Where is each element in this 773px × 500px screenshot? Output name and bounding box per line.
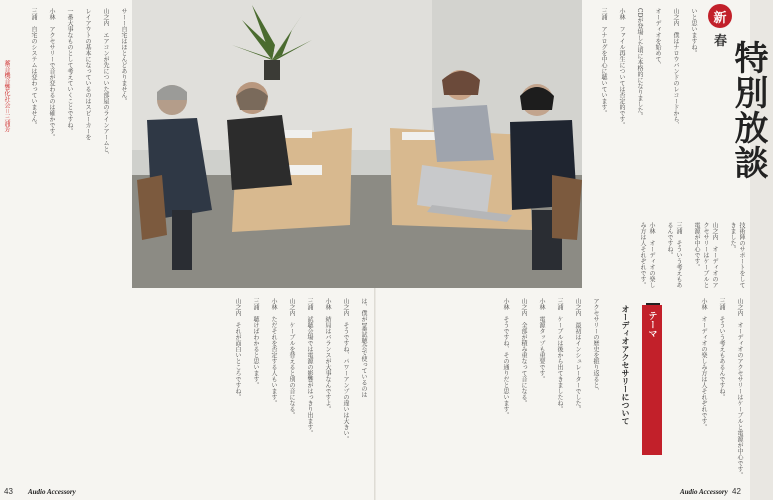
text-line: 小林 そうですね、その通りだと思います。: [502, 298, 509, 418]
text-line: 小林 オーディオの楽しみ方は人それぞれです。: [639, 222, 655, 288]
text-line: 技術陣のサポートをしてきました。: [729, 222, 745, 288]
text-line: オーディオを始めて、: [654, 8, 661, 68]
text-line: CDが登場した頃に本格的になりました。: [636, 8, 643, 120]
text-line: 三浦 聴けばわかると思います。: [252, 298, 259, 388]
new-year-badge: 新: [708, 4, 732, 28]
title-main: 特別放談: [728, 40, 768, 180]
text-line: 山之内 全部が積み重なって音になる。: [520, 298, 527, 406]
theme-box: [606, 305, 666, 455]
brand-right: Audio Accessory: [680, 488, 728, 496]
text-line: 小林 結局はバランスが大事なんですよ。: [324, 298, 331, 412]
text-columns-bottom-left: [8, 298, 368, 478]
text-line: 三浦 そういう考えもあるんですね。: [718, 298, 725, 400]
text-columns-bottom-right: [380, 298, 600, 478]
theme-heading-band: [642, 305, 662, 455]
text-line: サーー自宅はほとんどありません。: [120, 8, 127, 104]
text-line: 小林 オーディオの楽しみ方は人それぞれです。: [700, 298, 707, 430]
brand-left: Audio Accessory: [28, 488, 76, 496]
roundtable-photo: [132, 0, 582, 288]
text-line: 山之内 最初はインシュレーターでした。: [574, 298, 581, 412]
text-line: 小林 ただそれを否定する人もいます。: [270, 298, 277, 406]
page-number-left: 43: [4, 487, 13, 496]
text-line: 山之内 そうですね、パワーアンプの違いは大きい。: [342, 298, 349, 442]
text-line: 三浦 アナログを中心に聴いています。: [600, 8, 607, 116]
text-line: 山之内 それが面白いところですね。: [234, 298, 241, 400]
feature-title: [704, 0, 768, 300]
text-line: 山之内 僕はナロウバンドのレコードから、: [672, 8, 679, 128]
text-line: 小林 アクセサリーで音が変わるのは確かです。: [48, 8, 55, 140]
theme-label: テーマ: [646, 311, 657, 338]
text-line: 一番大事なものとして考えていくことですね。: [66, 8, 73, 134]
text-line: レイアウトの基本になっているのはスピーカーを: [84, 8, 91, 140]
text-line: 三浦 自宅のシステムは変わっていません。: [30, 8, 37, 128]
title-sub: 春: [714, 34, 728, 49]
text-line: 山之内 オーディオのアクセサリーはケーブルと電源が中心です。: [736, 298, 743, 478]
text-columns-top-left: [8, 8, 128, 293]
text-line: 小林 ファイル再生については否定的です。: [618, 8, 625, 128]
text-columns-far-right: [672, 298, 744, 478]
text-line: 小林 電源タップも重要です。: [538, 298, 545, 382]
text-line: は、僕が1番試聴会で使っているのは: [360, 298, 367, 398]
page-number-right: 42: [732, 487, 741, 496]
side-label-left: 蓄音機音響化社会＝三浦芳: [3, 60, 10, 133]
text-line: 三浦 ケーブルは後から出てきましたね。: [556, 298, 563, 412]
roundtable-photo-svg: [132, 0, 582, 288]
text-line: 山之内 ケーブルを替えると別の音になる。: [288, 298, 295, 418]
theme-heading: オーディオアクセサリーについて: [621, 305, 630, 425]
text-line: 山之内 エアコンが先についた部屋のラインアームと、: [102, 8, 109, 158]
text-columns-top-right: [586, 8, 698, 218]
text-line: 三浦 そういう考えもあるんですね。: [666, 222, 682, 288]
text-line: 山之内 オーディオのアクセサリーはケーブルと電源が中心です。: [693, 222, 718, 288]
text-line: アクセサリーの歴史を振り返ると、: [592, 298, 599, 394]
text-line: いと思いますね。: [690, 8, 697, 56]
text-line: 三浦 試聴会場では電源の影響がはっきり出ます。: [306, 298, 313, 436]
